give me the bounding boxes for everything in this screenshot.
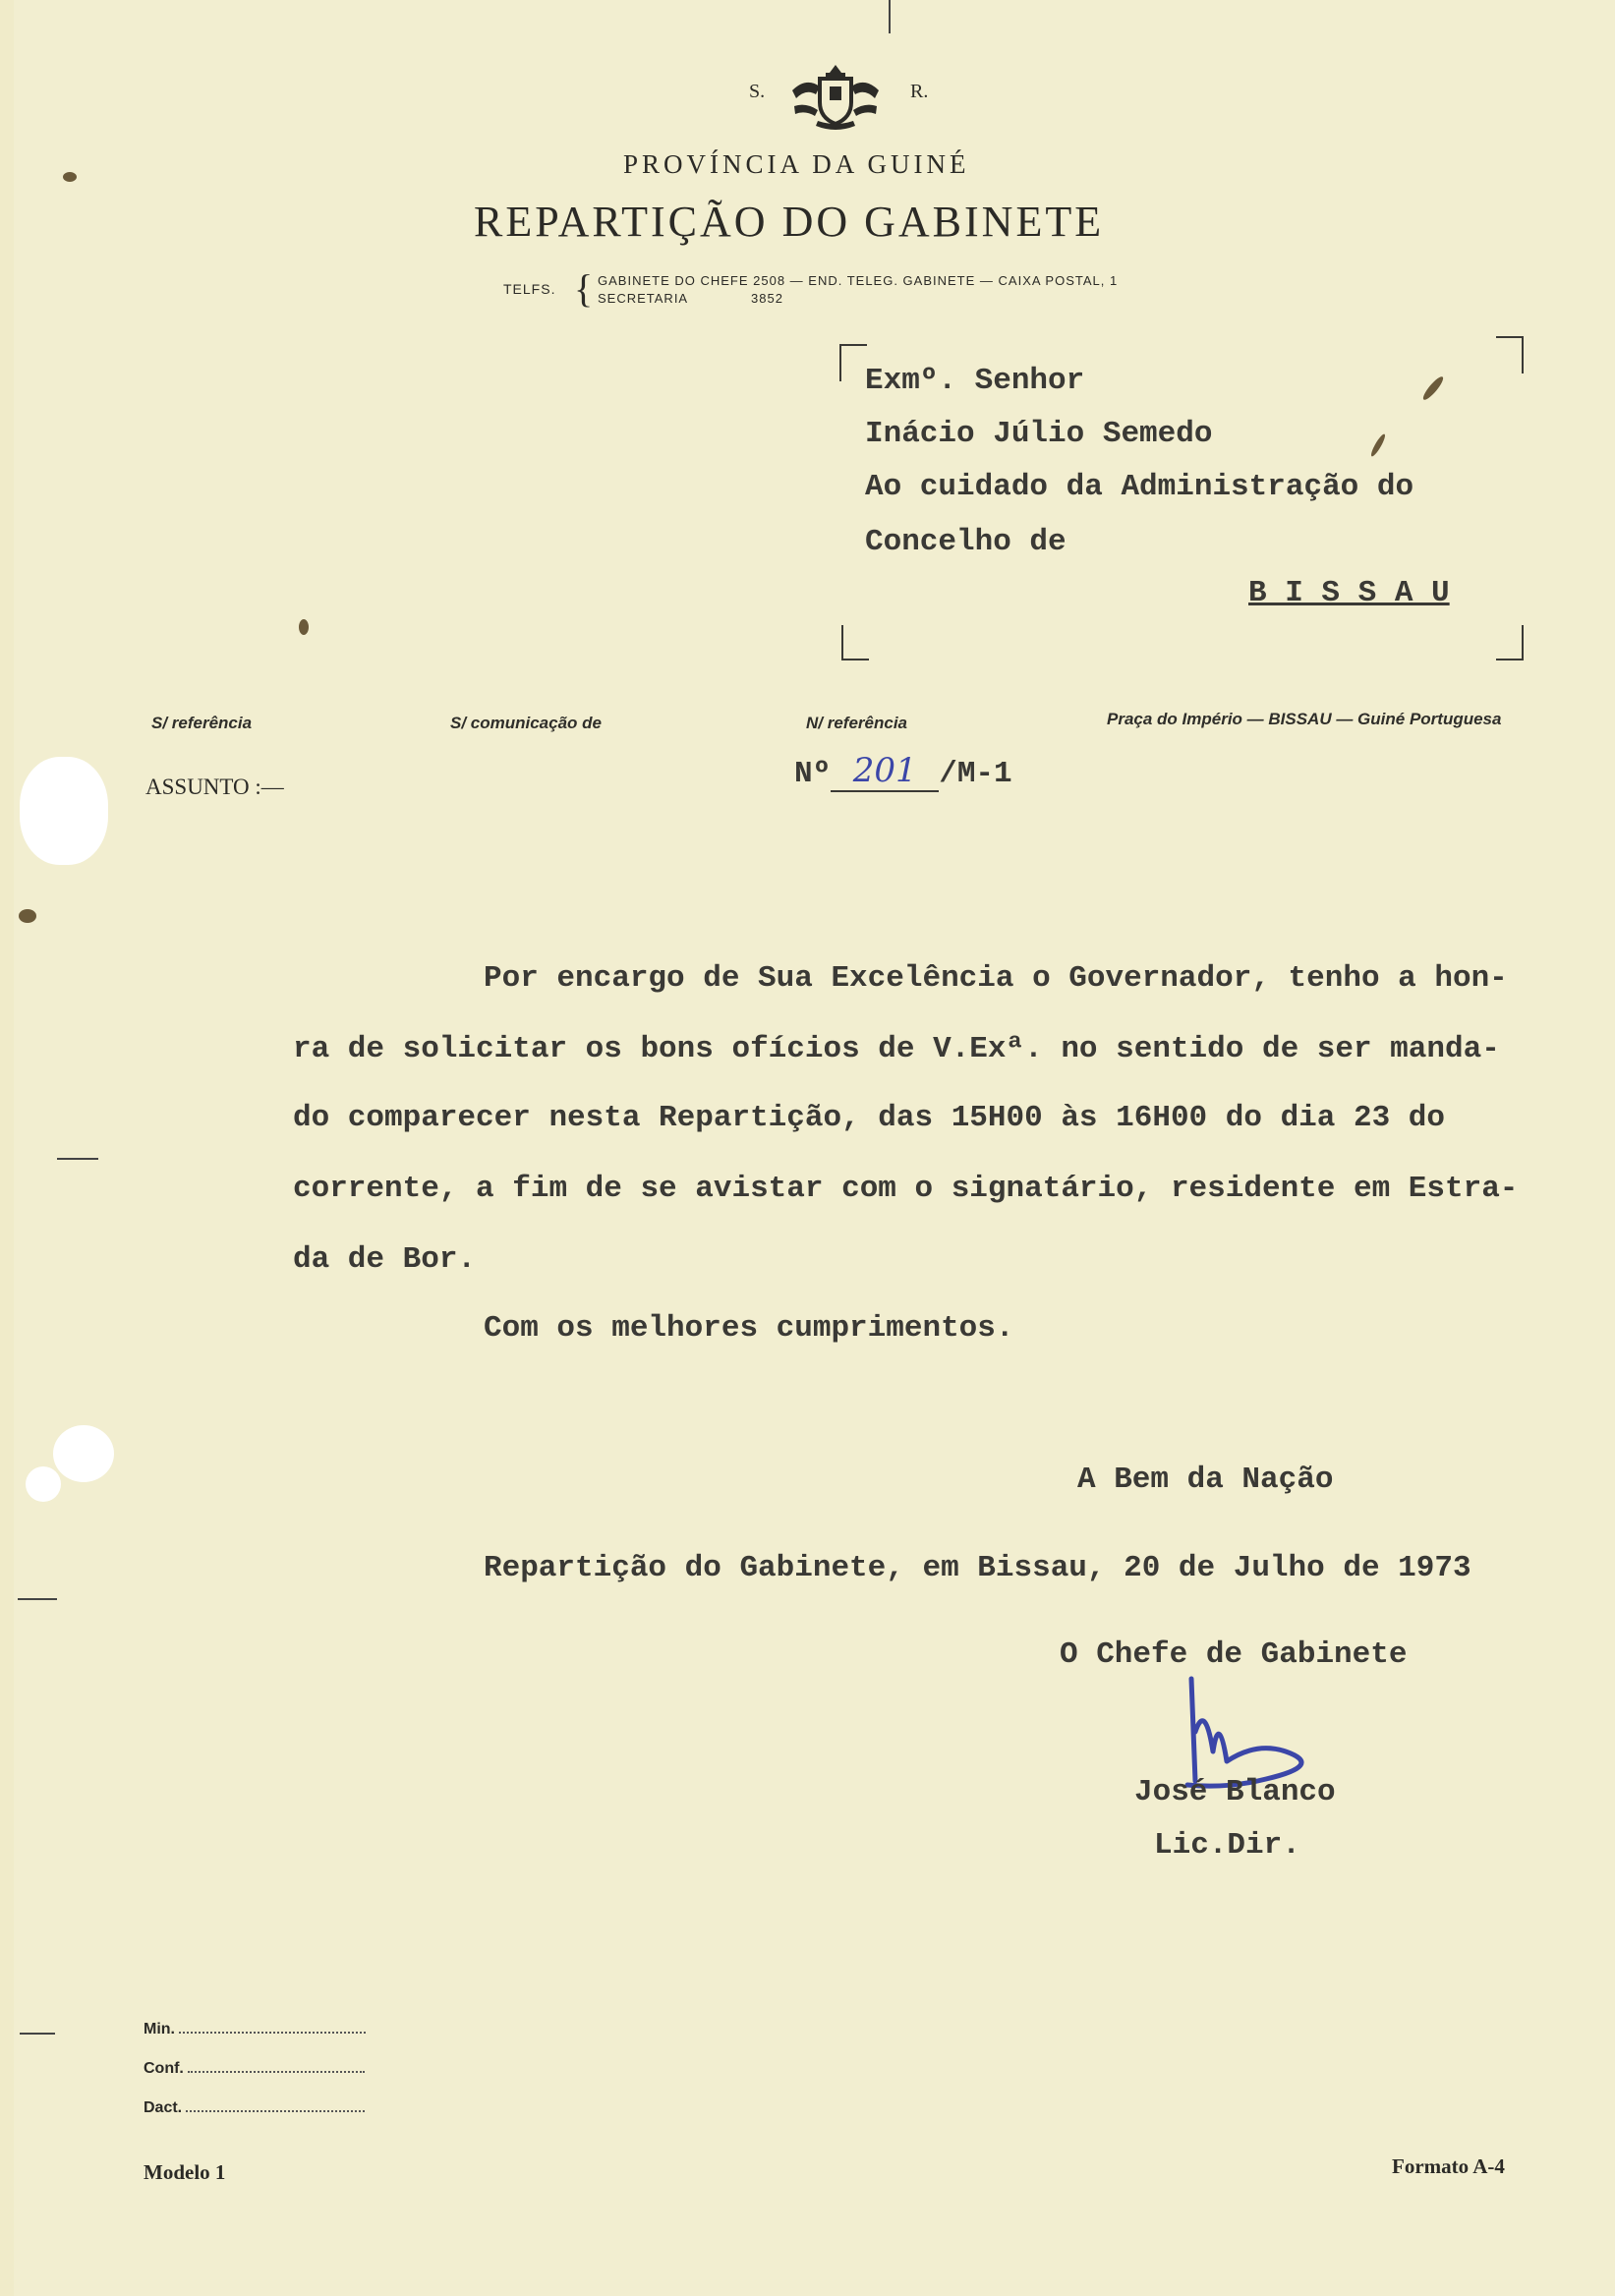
addressee-line-1: Exmº. Senhor [865, 364, 1085, 398]
body-line-2: ra de solicitar os bons ofícios de V.Exª. no sentido de ser manda- [293, 1032, 1500, 1066]
min-line [179, 2032, 366, 2034]
addressee-line-4: Concelho de [865, 525, 1067, 559]
dact-label [144, 2099, 365, 2117]
stain [299, 619, 309, 635]
stain [19, 909, 36, 923]
body-line-3: do comparecer nesta Repartição, das 15H00 às 16H00 do dia 23 do [293, 1101, 1445, 1135]
stain [1420, 374, 1445, 402]
addressee-city: B I S S A U [1248, 576, 1450, 610]
fold-mark [889, 0, 891, 33]
telfs-label: TELFS. [503, 281, 556, 297]
department-title: REPARTIÇÃO DO GABINETE [474, 198, 1105, 246]
letter-page [14, 0, 1615, 2296]
s-comunicacao-label: S/ comunicação de [450, 714, 602, 732]
reference-handwritten: 201 [831, 751, 939, 792]
addressee-line-2: Inácio Júlio Semedo [865, 417, 1213, 451]
conf-label [144, 2060, 365, 2078]
margin-tick [18, 1598, 57, 1600]
stain [63, 172, 77, 182]
min-label [144, 2021, 366, 2038]
signatory-name: José Blanco [1134, 1775, 1336, 1809]
addressee-line-3: Ao cuidado da Administração do [865, 470, 1414, 504]
place-date: Repartição do Gabinete, em Bissau, 20 de Julho de 1973 [484, 1551, 1471, 1585]
sr-right: R. [910, 81, 929, 102]
assunto-label: ASSUNTO :— [145, 775, 284, 799]
body-line-1: Por encargo de Sua Excelência o Governador, tenho a hon- [484, 961, 1508, 996]
motto: A Bem da Nação [1077, 1463, 1334, 1497]
corner-bracket-bl [841, 625, 869, 660]
brace-icon: { [574, 266, 594, 311]
corner-bracket-br [1496, 625, 1524, 660]
phone-line-2: SECRETARIA 3852 [598, 291, 783, 306]
min-text: Min. [144, 2021, 175, 2038]
punch-hole [20, 757, 108, 865]
corner-bracket-tr [1496, 336, 1524, 373]
dact-line [186, 2110, 365, 2112]
coat-of-arms-icon [790, 61, 881, 132]
margin-tick [20, 2033, 55, 2035]
signatory-credential: Lic.Dir. [1154, 1828, 1300, 1863]
place-label: Praça do Império — BISSAU — Guiné Portuguesa [1107, 710, 1502, 728]
reference-suffix: /M-1 [939, 757, 1012, 791]
punch-hole [26, 1466, 61, 1502]
sr-left: S. [749, 81, 766, 102]
margin-tick [57, 1158, 98, 1160]
conf-text: Conf. [144, 2060, 184, 2077]
conf-line [188, 2071, 365, 2073]
reference-prefix: Nº [794, 757, 832, 791]
n-referencia-label: N/ referência [806, 714, 907, 732]
signatory-title: O Chefe de Gabinete [1060, 1637, 1408, 1672]
closing-line: Com os melhores cumprimentos. [484, 1311, 1014, 1346]
dact-text: Dact. [144, 2099, 183, 2116]
stain [1369, 432, 1387, 458]
punch-hole [53, 1425, 114, 1482]
phone-line-1: GABINETE DO CHEFE 2508 — END. TELEG. GABINETE — CAIXA POSTAL, 1 [598, 273, 1119, 288]
reference-number [794, 751, 1012, 792]
model-label: Modelo 1 [144, 2160, 226, 2184]
province-title: PROVÍNCIA DA GUINÉ [623, 149, 970, 179]
body-line-4: corrente, a fim de se avistar com o signatário, residente em Estra- [293, 1172, 1519, 1206]
s-referencia-label: S/ referência [151, 714, 253, 732]
body-line-5: da de Bor. [293, 1242, 477, 1277]
format-label: Formato A-4 [1392, 2154, 1505, 2178]
corner-bracket-tl [839, 344, 867, 381]
